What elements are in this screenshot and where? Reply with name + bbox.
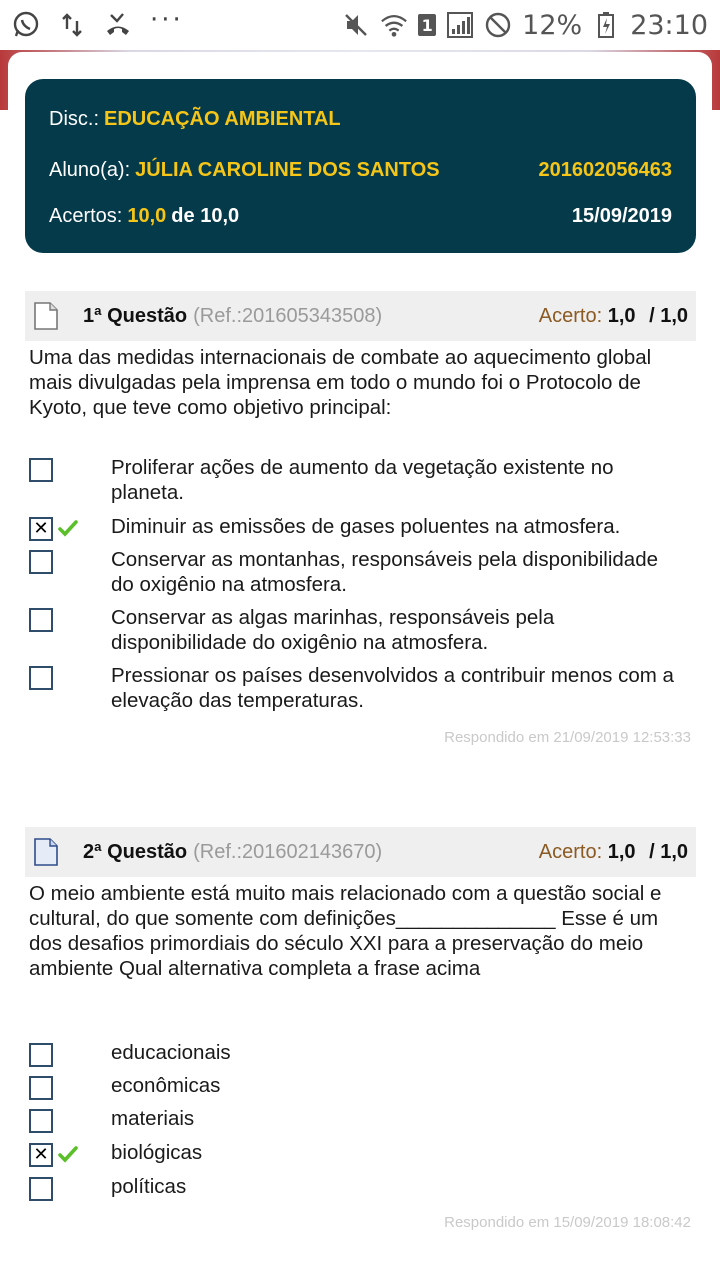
score-total: / 1,0 [649, 840, 688, 863]
question-score [539, 841, 688, 864]
correct-check-icon [57, 1143, 79, 1165]
question-title: 2ª Questão [83, 840, 188, 863]
option-text: econômicas [111, 1074, 221, 1097]
score-value: 1,0 [607, 840, 636, 863]
score-label: Acerto: [538, 304, 603, 327]
score-value: 10,0 [127, 205, 167, 227]
battery-percentage: 12% [522, 9, 583, 41]
exam-date: 15/09/2019 [571, 205, 672, 227]
option-text: políticas [111, 1175, 187, 1198]
option-checkbox[interactable] [29, 550, 53, 574]
score-value: 1,0 [607, 304, 636, 327]
battery-charging-icon [592, 11, 620, 39]
option-text: biológicas [111, 1141, 203, 1164]
document-icon [33, 301, 59, 331]
discipline-row [49, 108, 672, 131]
option-text: Proliferar ações de aumento da vegetação existente no planeta. [111, 456, 614, 504]
question-title: 1ª Questão [83, 304, 188, 327]
option-text: Pressionar os países desenvolvidos a contribuir menos com a elevação das temperaturas. [111, 664, 674, 712]
whatsapp-icon [12, 11, 40, 39]
student-label: Aluno(a): [49, 159, 131, 181]
answered-timestamp: Respondido em 15/09/2019 18:08:42 [444, 1214, 691, 1231]
question-header [25, 827, 696, 877]
question-header [25, 291, 696, 341]
status-bar [0, 0, 720, 50]
correct-check-icon [57, 517, 79, 539]
do-not-disturb-icon [484, 11, 512, 39]
option-text: Diminuir as emissões de gases poluentes na atmosfera. [111, 515, 621, 538]
clock: 23:10 [630, 9, 708, 41]
option-checkbox[interactable] [29, 458, 53, 482]
discipline-label: Disc.: [49, 108, 99, 130]
document-icon [33, 837, 59, 867]
option-checkbox-checked[interactable]: ✕ [29, 1143, 53, 1167]
question-score [539, 305, 688, 328]
signal-icon [446, 11, 474, 39]
student-id: 201602056463 [538, 159, 672, 181]
data-transfer-icon [58, 11, 86, 39]
discipline-value: EDUCAÇÃO AMBIENTAL [104, 108, 341, 130]
score-label: Acerto: [538, 840, 603, 863]
option-text: Conservar as algas marinhas, responsáveis pela disponibilidade do oxigênio na atmosfera. [111, 606, 555, 654]
option-checkbox[interactable] [29, 1177, 53, 1201]
option-checkbox[interactable] [29, 1043, 53, 1067]
score-total: / 1,0 [649, 304, 688, 327]
option-checkbox[interactable] [29, 1076, 53, 1100]
question-ref: (Ref.:201602143670) [193, 840, 383, 863]
wifi-icon [380, 11, 408, 39]
more-notifications-icon: ··· [150, 5, 184, 35]
answered-timestamp: Respondido em 21/09/2019 12:53:33 [444, 729, 691, 746]
sim-badge: 1 [418, 14, 436, 36]
question-text: O meio ambiente está muito mais relacionado com a questão social e cultural, do que somente com definições______________ Esse é um dos desafios primordiais do século XXI para a preservação do meio ambiente Qual alternativa completa a frase acima [29, 882, 662, 980]
option-text: materiais [111, 1107, 195, 1130]
score-label: Acertos: [49, 205, 123, 227]
question-text: Uma das medidas internacionais de combate ao aquecimento global mais divulgadas pela imprensa em todo o mundo foi o Protocolo de Kyoto, que teve como objetivo principal: [29, 346, 652, 419]
exam-summary-card [25, 79, 696, 253]
option-text: educacionais [111, 1041, 231, 1064]
option-checkbox[interactable] [29, 608, 53, 632]
option-checkbox-checked[interactable]: ✕ [29, 517, 53, 541]
student-row [49, 159, 672, 182]
missed-call-icon [104, 11, 132, 39]
score-total: de 10,0 [171, 205, 240, 227]
question-ref: (Ref.:201605343508) [193, 304, 383, 327]
student-name: JÚLIA CAROLINE DOS SANTOS [135, 159, 440, 181]
option-checkbox[interactable] [29, 1109, 53, 1133]
mute-icon [342, 11, 370, 39]
option-text: Conservar as montanhas, responsáveis pela disponibilidade do oxigênio na atmosfera. [111, 548, 658, 596]
score-row [49, 205, 672, 228]
option-checkbox[interactable] [29, 666, 53, 690]
